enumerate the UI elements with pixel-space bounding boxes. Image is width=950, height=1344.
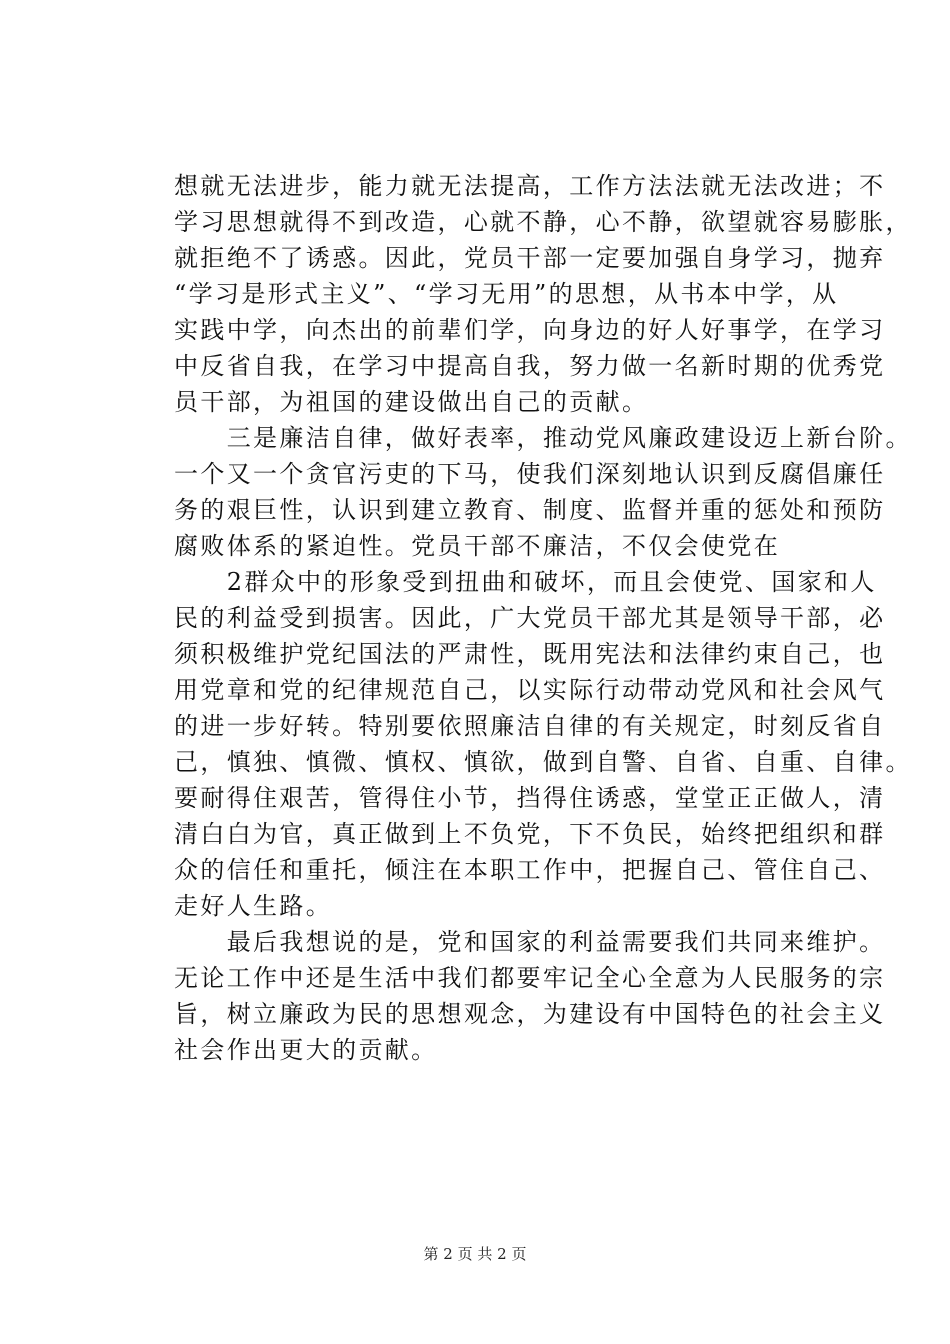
text-line: 腐败体系的紧迫性。党员干部不廉洁，不仅会使党在 <box>174 532 781 560</box>
text-line: 学习思想就得不到改造，心就不静，心不静，欲望就容易膨胀， <box>174 208 912 236</box>
text-line: 的进一步好转。特别要依照廉洁自律的有关规定，时刻反省自 <box>174 712 886 740</box>
text-line: 中反省自我，在学习中提高自我，努力做一名新时期的优秀党 <box>174 352 886 380</box>
text-line: 就拒绝不了诱惑。因此，党员干部一定要加强自身学习，抛弃 <box>174 244 886 272</box>
paragraph-start-line: 三是廉洁自律，做好表率，推动党风廉政建设迈上新台阶。 <box>174 424 912 452</box>
text-line: 无论工作中还是生活中我们都要牢记全心全意为人民服务的宗 <box>174 964 886 992</box>
text-line: 走好人生路。 <box>174 892 333 920</box>
document-body <box>174 168 912 1068</box>
text-line: 社会作出更大的贡献。 <box>174 1036 438 1064</box>
text-line: 众的信任和重托，倾注在本职工作中，把握自己、管住自己、 <box>174 856 886 884</box>
text-line: 须积极维护党纪国法的严肃性，既用宪法和法律约束自己，也 <box>174 640 886 668</box>
page-number-footer: 第 2 页 共 2 页 <box>423 1245 527 1263</box>
text-line: 清白白为官，真正做到上不负党，下不负民，始终把组织和群 <box>174 820 886 848</box>
paragraph-start-line: 最后我想说的是，党和国家的利益需要我们共同来维护。 <box>174 928 886 956</box>
text-line: 民的利益受到损害。因此，广大党员干部尤其是领导干部，必 <box>174 604 886 632</box>
text-line: 员干部，为祖国的建设做出自己的贡献。 <box>174 388 649 416</box>
text-line: 旨，树立廉政为民的思想观念，为建设有中国特色的社会主义 <box>174 1000 886 1028</box>
paragraph-start-line: 2群众中的形象受到扭曲和破坏，而且会使党、国家和人 <box>174 568 877 596</box>
text-line: “学习是形式主义”、“学习无用”的思想，从书本中学，从 <box>174 280 839 308</box>
text-line: 用党章和党的纪律规范自己，以实际行动带动党风和社会风气 <box>174 676 886 704</box>
text-line: 己，慎独、慎微、慎权、慎欲，做到自警、自省、自重、自律。 <box>174 748 912 776</box>
text-line: 实践中学，向杰出的前辈们学，向身边的好人好事学，在学习 <box>174 316 886 344</box>
text-line: 要耐得住艰苦，管得住小节，挡得住诱惑，堂堂正正做人，清 <box>174 784 886 812</box>
text-line: 务的艰巨性，认识到建立教育、制度、监督并重的惩处和预防 <box>174 496 886 524</box>
text-line: 一个又一个贪官污吏的下马，使我们深刻地认识到反腐倡廉任 <box>174 460 886 488</box>
text-line: 想就无法进步，能力就无法提高，工作方法法就无法改进；不 <box>174 172 886 200</box>
